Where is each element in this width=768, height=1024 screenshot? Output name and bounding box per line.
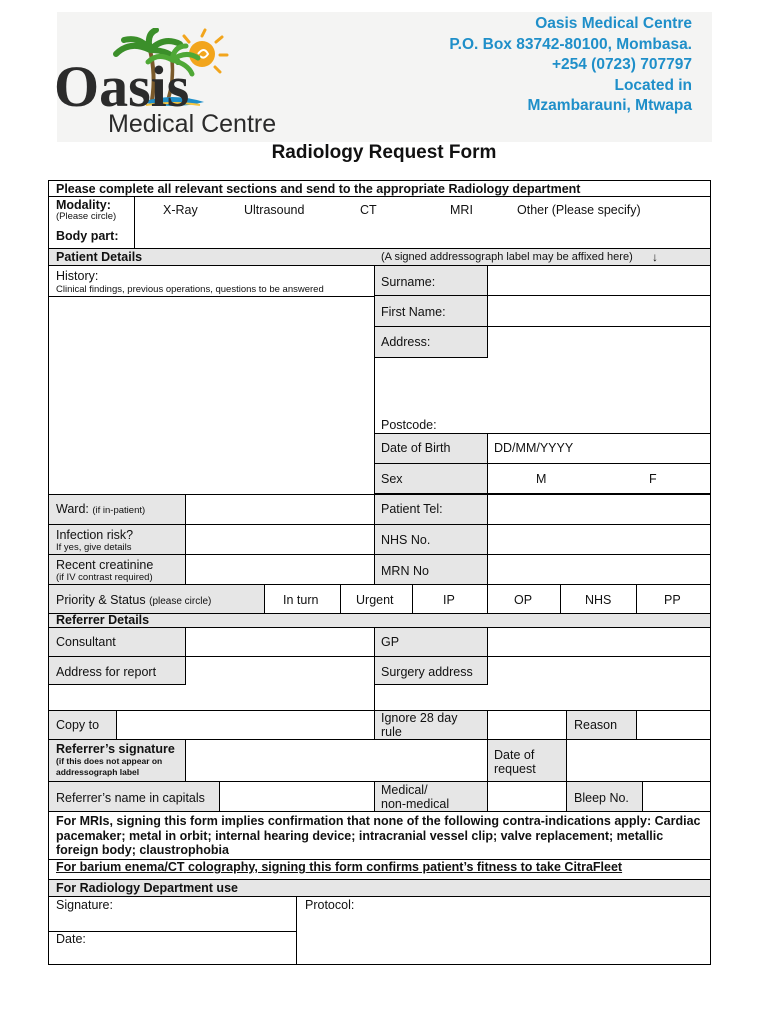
priority-option-nhs[interactable]: NHS [585, 593, 612, 607]
postcode-label: Postcode: [381, 418, 437, 432]
dob-format-hint: DD/MM/YYYY [494, 441, 574, 455]
copy-to-label: Copy to [56, 718, 100, 732]
referrer-signature-hint-line1: (if this does not appear on [56, 756, 163, 766]
sex-field [487, 463, 711, 494]
surname-label: Surname: [381, 275, 436, 289]
referrer-signature-label: Referrer’s signature [56, 742, 175, 756]
first-name-label: First Name: [381, 305, 446, 319]
clinic-logo [50, 28, 310, 138]
priority-option-in-turn[interactable]: In turn [283, 593, 319, 607]
address-for-report-label: Address for report [56, 665, 157, 679]
department-signature-label: Signature: [56, 898, 113, 912]
referrer-name-label: Referrer’s name in capitals [56, 791, 205, 805]
gp-field[interactable] [487, 627, 711, 657]
ignore-rule-label-line1: Ignore 28 day [381, 711, 458, 725]
svg-text:Oasis: Oasis [54, 54, 190, 119]
department-section-title: For Radiology Department use [56, 881, 238, 895]
date-of-request-field[interactable] [566, 739, 711, 782]
priority-hint: (please circle) [149, 596, 212, 607]
ward-field[interactable] [185, 494, 375, 525]
patient-tel-label: Patient Tel: [381, 502, 443, 516]
creatinine-field[interactable] [185, 554, 375, 585]
priority-option-pp[interactable]: PP [664, 593, 681, 607]
gp-label: GP [381, 635, 400, 649]
clinic-po-box: P.O. Box 83742-80100, Mombasa. [449, 35, 692, 53]
clinic-contact-block [449, 14, 692, 117]
referrer-signature-hint-line2: addressograph label [56, 767, 140, 777]
first-name-field[interactable] [487, 295, 711, 327]
infection-label: Infection risk? [56, 528, 134, 542]
modality-hint: (Please circle) [56, 211, 117, 222]
consultant-label: Consultant [56, 635, 116, 649]
referrer-name-field[interactable] [219, 781, 375, 812]
dob-label: Date of Birth [381, 441, 451, 455]
patient-tel-field[interactable] [487, 494, 711, 525]
copy-to-field[interactable] [116, 710, 375, 740]
modality-label: Modality: [56, 198, 111, 212]
medical-label-line2: non-medical [381, 797, 450, 811]
clinic-phone: +254 (0723) 707797 [551, 56, 692, 73]
history-hint: Clinical findings, previous operations, questions to be answered [56, 284, 324, 295]
department-date-field[interactable] [49, 946, 295, 964]
creatinine-label: Recent creatinine [56, 558, 154, 572]
arrow-down-icon: ↓ [652, 250, 658, 264]
priority-label: Priority & Status (please circle) [56, 593, 212, 607]
priority-option-urgent[interactable]: Urgent [356, 593, 394, 607]
nhs-field[interactable] [487, 524, 711, 555]
nhs-label: NHS No. [381, 533, 431, 547]
barium-notice: For barium enema/CT colography, signing this form confirms patient’s fitness to take CitraFleet [56, 860, 623, 874]
clinic-location: Mzambarauni, Mtwapa [527, 97, 692, 114]
bleep-field[interactable] [642, 781, 711, 812]
ward-hint: (if in-patient) [92, 505, 146, 516]
sun-icon [184, 30, 227, 72]
surname-field[interactable] [487, 265, 711, 296]
medical-label-line1: Medical/ [381, 783, 428, 797]
referrer-signature-field[interactable] [185, 739, 488, 782]
reason-field[interactable] [636, 710, 711, 740]
sex-option-f[interactable]: F [649, 472, 657, 486]
medical-field[interactable] [487, 781, 567, 812]
infection-field[interactable] [185, 524, 375, 555]
infection-hint: If yes, give details [56, 542, 132, 553]
svg-text:Medical Centre: Medical Centre [108, 110, 277, 138]
creatinine-hint: (if IV contrast required) [56, 572, 153, 583]
modality-option-xray[interactable]: X-Ray [163, 203, 198, 217]
referrer-section-title: Referrer Details [56, 613, 150, 627]
consultant-field[interactable] [185, 627, 375, 657]
reason-label: Reason [574, 718, 618, 732]
form-title: Radiology Request Form [271, 142, 497, 163]
department-signature-field[interactable] [49, 912, 295, 930]
clinic-name: Oasis Medical Centre [535, 15, 692, 32]
date-of-request-label-line2: request [494, 762, 536, 776]
sex-label: Sex [381, 472, 403, 486]
date-of-request-label-line1: Date of [494, 748, 535, 762]
protocol-field[interactable] [298, 912, 709, 964]
modality-option-mri[interactable]: MRI [450, 203, 473, 217]
department-date-label: Date: [56, 932, 86, 946]
sex-option-m[interactable]: M [536, 472, 547, 486]
ward-label: Ward: (if in-patient) [56, 502, 146, 516]
mri-contraindications-notice: For MRIs, signing this form implies confirmation that none of the following contra-indications apply: Cardiac pacemaker; metal in orbit; internal hearing device; intracranial vessel clip; valve replacement; metallic foreign body; claustrophobia [56, 814, 701, 857]
body-part-label: Body part: [56, 229, 119, 243]
protocol-label: Protocol: [305, 898, 355, 912]
modality-option-other[interactable]: Other (Please specify) [517, 203, 641, 217]
priority-option-ip[interactable]: IP [443, 593, 455, 607]
mrn-field[interactable] [487, 554, 711, 585]
address-label: Address: [381, 335, 431, 349]
history-label: History: [56, 269, 99, 283]
ignore-rule-label-line2: rule [381, 725, 402, 739]
modality-option-ct[interactable]: CT [360, 203, 377, 217]
clinic-located-label: Located in [614, 76, 692, 94]
history-field[interactable] [48, 296, 375, 494]
addressograph-note: (A signed addressograph label may be affixed here) [381, 251, 633, 263]
form-instruction: Please complete all relevant sections and send to the appropriate Radiology department [56, 182, 581, 196]
surgery-address-label: Surgery address [381, 665, 473, 679]
patient-section-title: Patient Details [56, 250, 143, 264]
modality-option-ultrasound[interactable]: Ultrasound [244, 203, 305, 217]
ignore-rule-field[interactable] [487, 710, 567, 740]
priority-option-op[interactable]: OP [514, 593, 533, 607]
bleep-label: Bleep No. [574, 791, 629, 805]
mrn-label: MRN No [381, 564, 429, 578]
